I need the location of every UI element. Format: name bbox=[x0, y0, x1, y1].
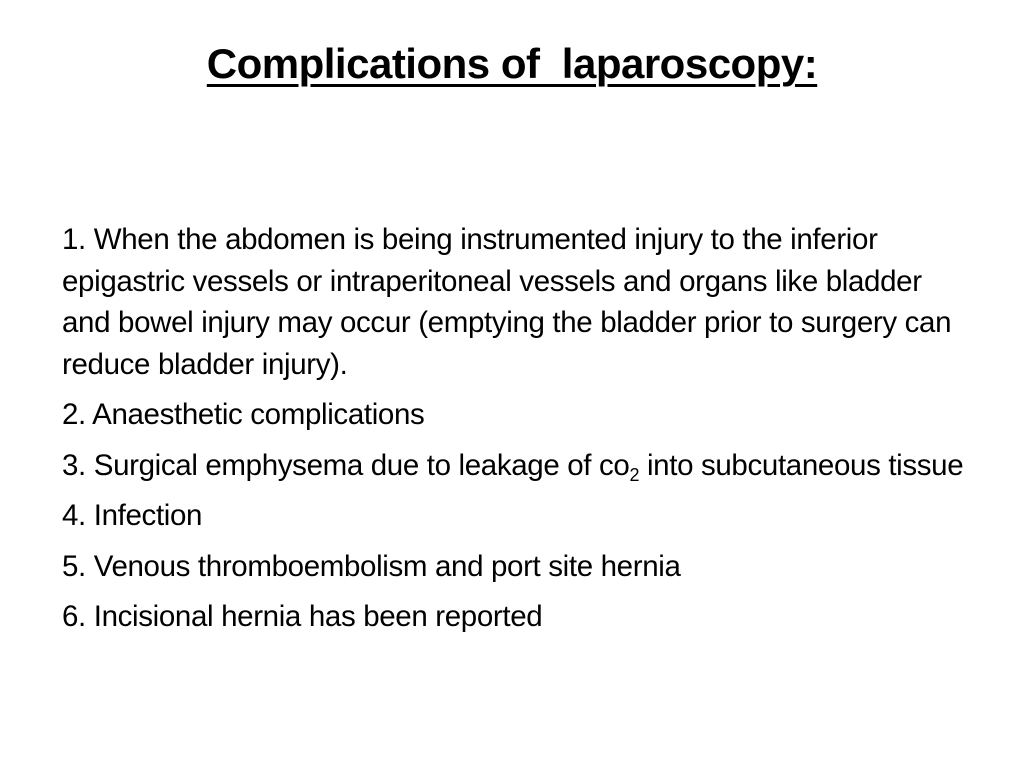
co2-subscript: 2 bbox=[629, 464, 640, 485]
slide-title bbox=[0, 36, 1024, 92]
list-item-6: 6. Incisional hernia has been reported bbox=[62, 600, 543, 633]
list-item-3 bbox=[62, 445, 972, 487]
list-item-2: 2. Anaesthetic complications bbox=[62, 398, 425, 431]
complications-list bbox=[62, 219, 972, 647]
list-item-1: 1. When the abdomen is being instrumented injury to the inferior epigastric vessels or intraperitoneal vessels and organs like bladder and bowel injury may occur (emptying the bladder prior to surgery can reduce bladder injury). bbox=[62, 223, 952, 381]
list-item-3-text-after: into subcutaneous tissue bbox=[639, 448, 964, 482]
list-item-5: 5. Venous thromboembolism and port site hernia bbox=[62, 549, 681, 583]
slide-title-text: Complications of laparoscopy: bbox=[206, 40, 818, 87]
list-item-4: 4. Infection bbox=[62, 499, 203, 532]
list-item-3-text-before: 3. Surgical emphysema due to leakage of co bbox=[62, 448, 630, 482]
